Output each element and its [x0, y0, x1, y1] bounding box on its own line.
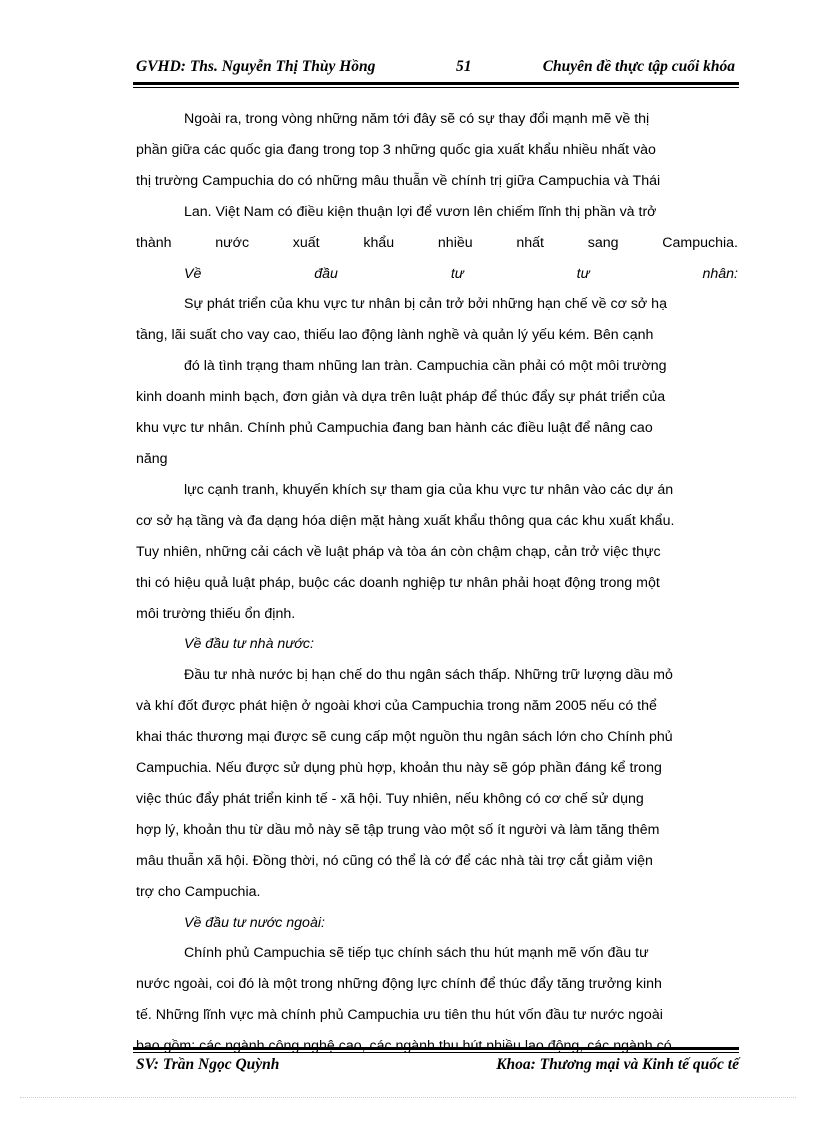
body-line: mâu thuẫn xã hội. Đồng thời, nó cũng có thể là cớ để các nhà tài trợ cắt giảm viện: [136, 852, 653, 869]
body-line: năng: [136, 450, 168, 467]
footer-faculty: Khoa: Thương mại và Kinh tế quốc tế: [496, 1056, 739, 1073]
body-line: khu vực tư nhân. Chính phủ Campuchia đang ban hành các điều luật để nâng cao: [136, 420, 653, 437]
body-line: Sự phát triển của khu vực tư nhân bị cản trở bởi những hạn chế về cơ sở hạ: [184, 296, 667, 313]
body-line: thành nước xuất khẩu nhiều nhất sang Campuchia.: [136, 234, 738, 251]
body-line: Chính phủ Campuchia sẽ tiếp tục chính sách thu hút mạnh mẽ vốn đầu tư: [184, 945, 649, 962]
body-line: và khí đốt được phát hiện ở ngoài khơi của Campuchia trong năm 2005 nếu có thể: [136, 698, 657, 715]
body-line: trợ cho Campuchia.: [136, 883, 261, 900]
body-line: Campuchia. Nếu được sử dụng phù hợp, khoản thu này sẽ góp phần đáng kể trong: [136, 760, 662, 777]
footer-student: SV: Trần Ngọc Quỳnh: [136, 1056, 280, 1073]
page-footer: [133, 1056, 739, 1080]
body-line: Đầu tư nhà nước bị hạn chế do thu ngân sách thấp. Những trữ lượng dầu mỏ: [184, 667, 673, 684]
footer-rule-thin: [133, 1052, 739, 1053]
body-line: thi có hiệu quả luật pháp, buộc các doanh nghiệp tư nhân phải hoạt động trong một: [136, 574, 660, 591]
page-header: [133, 58, 739, 82]
body-line: phần giữa các quốc gia đang trong top 3 những quốc gia xuất khẩu nhiều nhất vào: [136, 141, 656, 158]
body-line: tế. Những lĩnh vực mà chính phủ Campuchia ưu tiên thu hút vốn đầu tư nước ngoài: [136, 1007, 663, 1024]
body-line: lực cạnh tranh, khuyến khích sự tham gia của khu vực tư nhân vào các dự án: [184, 481, 674, 498]
header-report-title: Chuyên đề thực tập cuối khóa: [542, 58, 735, 75]
body-line: việc thúc đẩy phát triển kinh tế - xã hội. Tuy nhiên, nếu không có cơ chế sử dụng: [136, 790, 644, 807]
page-boundary-line: [20, 1097, 796, 1098]
body-line: khai thác thương mại được sẽ cung cấp một nguồn thu ngân sách lớn cho Chính phủ: [136, 729, 673, 746]
body-line: Lan. Việt Nam có điều kiện thuận lợi để vươn lên chiếm lĩnh thị phần và trở: [184, 203, 657, 220]
section-heading-private-investment: Về đầu tư tư nhân:: [184, 265, 738, 282]
body-line: cơ sở hạ tầng và đa dạng hóa diện mặt hàng xuất khẩu thông qua các khu xuất khẩu.: [136, 512, 675, 529]
body-line: thị trường Campuchia do có những mâu thuẫn về chính trị giữa Campuchia và Thái: [136, 172, 661, 189]
section-heading-state-investment: Về đầu tư nhà nước:: [184, 636, 314, 653]
body-line: nước ngoài, coi đó là một trong những động lực chính để thúc đẩy tăng trưởng kinh: [136, 976, 662, 993]
footer-rule-thick: [133, 1047, 739, 1050]
body-line: kinh doanh minh bạch, đơn giản và dựa trên luật pháp để thúc đẩy sự phát triển của: [136, 389, 666, 406]
body-line: tầng, lãi suất cho vay cao, thiếu lao động lành nghề và quản lý yếu kém. Bên cạnh: [136, 327, 654, 344]
header-rule-thick: [133, 82, 739, 85]
body-line: Tuy nhiên, những cải cách về luật pháp và tòa án còn chậm chạp, cản trở việc thực: [136, 543, 661, 560]
document-body: [136, 104, 738, 1062]
body-line: đó là tình trạng tham nhũng lan tràn. Campuchia cần phải có một môi trường: [184, 358, 667, 375]
header-advisor: GVHD: Ths. Nguyễn Thị Thùy Hồng: [136, 58, 376, 75]
body-line: môi trường thiếu ổn định.: [136, 605, 296, 622]
header-rule-thin: [133, 87, 739, 88]
body-line: hợp lý, khoản thu từ dầu mỏ này sẽ tập trung vào một số ít người và làm tăng thêm: [136, 821, 660, 838]
body-line: Ngoài ra, trong vòng những năm tới đây sẽ có sự thay đổi mạnh mẽ về thị: [184, 111, 650, 127]
page-number: 51: [456, 58, 472, 75]
section-heading-foreign-investment: Về đầu tư nước ngoài:: [184, 914, 325, 931]
